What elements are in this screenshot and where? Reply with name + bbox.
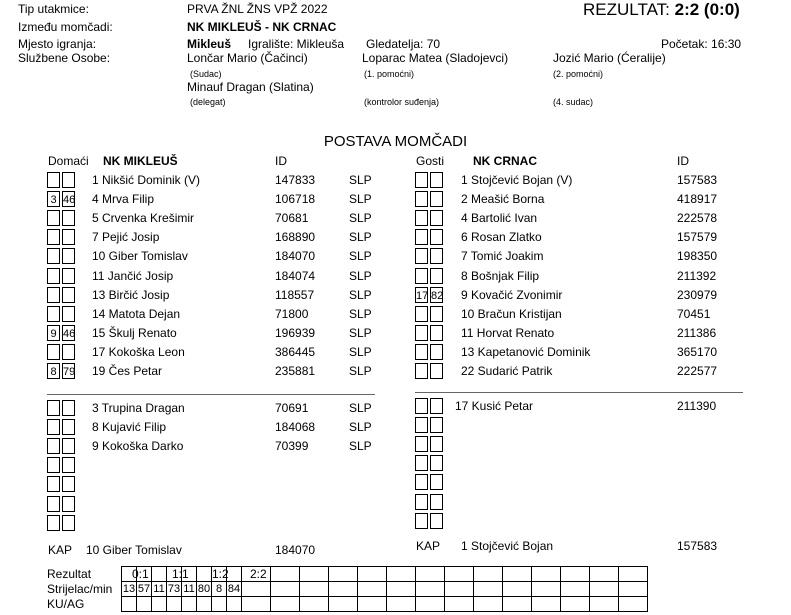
sub-number-box <box>415 436 428 452</box>
sub-minute-box <box>62 306 75 322</box>
official-role: (Sudac) <box>190 69 222 79</box>
sub-minute-box <box>430 436 443 452</box>
footer-grid-cell <box>182 597 197 612</box>
sub-minute-box <box>430 172 443 188</box>
igraliste: Igralište: Mikleuša <box>248 37 345 51</box>
player-id: 211392 <box>677 268 717 283</box>
sub-number-box <box>47 344 60 360</box>
footer-grid-cell: 8 <box>212 582 227 597</box>
sub-minute-box <box>62 344 75 360</box>
player-id: 106718 <box>275 192 316 207</box>
sub-minute-box <box>430 268 443 284</box>
sub-minute-box <box>430 191 443 207</box>
player-id: 235881 <box>275 364 316 378</box>
player-position: SLP <box>349 211 372 226</box>
rezultat-value: 2:2 (0:0) <box>674 0 740 19</box>
tip-label: Tip utakmice: <box>18 2 89 16</box>
player-id: 386445 <box>275 344 316 359</box>
sub-number-box <box>415 210 428 226</box>
official-role: (1. pomoćni) <box>364 69 415 79</box>
sub-number-box <box>415 398 428 414</box>
sub-number-box <box>47 210 60 226</box>
sub-number-box <box>415 417 428 433</box>
footer-grid-cell: 11 <box>183 583 195 595</box>
footer-grid-cell <box>137 597 152 612</box>
sub-number-box: 8 <box>47 363 60 379</box>
footer-grid-cell <box>152 597 167 612</box>
izmedu-label: Između momčadi: <box>18 20 113 34</box>
sub-minute-box <box>430 363 443 379</box>
player-name: 10 Giber Tomislav <box>92 249 188 264</box>
official-role: (2. pomoćni) <box>553 69 604 79</box>
player-name: 1 Stojčević Bojan (V) <box>461 173 573 187</box>
footer-grid-cell <box>358 597 387 612</box>
player-name: 9 Kokoška Darko <box>92 439 184 454</box>
strijelac-row-label: Strijelac/min <box>47 582 113 596</box>
sub-minute-box <box>62 476 75 492</box>
pocetak: Početak: 16:30 <box>661 37 742 51</box>
player-name: 17 Kokoška Leon <box>92 344 185 359</box>
sub-number-box <box>47 438 60 454</box>
player-name: 13 Birčić Josip <box>92 287 170 302</box>
score-step: 1:1 <box>172 567 189 581</box>
footer-grid-cell <box>532 597 561 612</box>
sub-minute-box: 82 <box>430 287 443 303</box>
footer-grid-cell <box>300 597 329 612</box>
footer-grid-cell <box>387 597 416 612</box>
sub-minute-box <box>430 210 443 226</box>
official-name: Lončar Mario (Čačinci) <box>187 51 308 65</box>
sub-minute-box: 46 <box>62 191 75 207</box>
player-id: 230979 <box>677 287 718 302</box>
footer-grid-cell <box>329 597 358 612</box>
footer-grid-cell <box>271 597 300 612</box>
sub-minute-box <box>62 515 75 531</box>
player-id: 70691 <box>275 401 309 415</box>
sub-number-box <box>415 363 428 379</box>
sub-minute-box <box>430 455 443 471</box>
mjesto-label: Mjesto igranja: <box>18 37 97 51</box>
player-position: SLP <box>349 249 372 264</box>
sub-minute-box <box>62 229 75 245</box>
sub-number-box <box>47 419 60 435</box>
footer-grid-cell <box>167 597 182 612</box>
home-id-header: ID <box>275 154 287 168</box>
player-id: 157579 <box>677 230 718 245</box>
osobe-label: Službene Osobe: <box>18 51 111 65</box>
player-id: 70451 <box>677 306 711 321</box>
official-name: Minauf Dragan (Slatina) <box>187 80 314 94</box>
player-position: SLP <box>349 325 372 340</box>
player-name: 17 Kusić Petar <box>455 399 534 413</box>
player-id: 184068 <box>275 420 316 435</box>
player-name: 4 Mrva Filip <box>92 192 155 207</box>
score-step: 2:2 <box>250 567 267 581</box>
sub-minute-box: 79 <box>62 363 75 379</box>
footer-grid-cell <box>619 597 648 612</box>
divider <box>47 394 375 395</box>
sub-number-box <box>415 513 428 529</box>
player-id: 70399 <box>275 439 309 454</box>
footer-grid-cell <box>474 597 503 612</box>
sub-minute-box <box>62 287 75 303</box>
player-id: 211386 <box>677 325 717 340</box>
player-position: SLP <box>349 287 372 302</box>
footer-grid-cell <box>561 582 590 597</box>
kuag-row-label: KU/AG <box>47 597 85 611</box>
sub-number-box <box>415 325 428 341</box>
player-name: 11 Jančić Josip <box>92 268 174 283</box>
sub-number-box <box>415 229 428 245</box>
footer-grid-cell <box>445 582 474 597</box>
sub-number-box <box>47 457 60 473</box>
sub-number-box <box>47 248 60 264</box>
home-kap-id: 184070 <box>275 543 316 557</box>
player-id: 168890 <box>275 230 316 245</box>
player-name: 14 Matota Dejan <box>92 306 181 321</box>
player-id: 184070 <box>275 249 316 264</box>
footer-grid-cell <box>619 582 648 597</box>
sub-minute-box <box>430 513 443 529</box>
sub-number-box <box>47 476 60 492</box>
home-team-name: NK MIKLEUŠ <box>103 154 178 168</box>
footer-grid-cell <box>503 582 532 597</box>
sub-minute-box <box>430 398 443 414</box>
sub-number-box <box>47 229 60 245</box>
footer-grid-cell <box>503 597 532 612</box>
player-id: 222578 <box>677 211 718 226</box>
official-name: Loparac Matea (Sladojevci) <box>362 51 509 65</box>
footer-grid-cell <box>387 582 416 597</box>
sub-minute-box <box>430 306 443 322</box>
sub-minute-box <box>430 229 443 245</box>
sub-minute-box <box>62 457 75 473</box>
footer-grid-cell <box>329 582 358 597</box>
player-name: 1 Nikšić Dominik (V) <box>92 173 201 187</box>
footer-grid-cell <box>242 582 271 597</box>
away-id-header: ID <box>677 154 689 168</box>
away-kap-label: KAP <box>416 539 441 553</box>
player-name: 15 Škulj Renato <box>92 325 177 340</box>
player-name: 2 Meašić Borna <box>461 192 545 207</box>
player-id: 222577 <box>677 364 718 378</box>
footer-grid-cell <box>532 582 561 597</box>
player-name: 4 Bartolić Ivan <box>461 211 538 226</box>
player-id: 147833 <box>275 173 316 187</box>
sub-minute-box <box>430 417 443 433</box>
player-id: 71800 <box>275 306 309 321</box>
player-position: SLP <box>349 230 372 245</box>
sub-number-box <box>47 496 60 512</box>
sub-minute-box <box>430 344 443 360</box>
section-title: POSTAVA MOMČADI <box>323 133 468 150</box>
footer-grid-cell <box>561 597 590 612</box>
sub-minute-box <box>430 325 443 341</box>
sub-minute-box <box>430 474 443 490</box>
player-name: 5 Crvenka Krešimir <box>92 211 195 226</box>
gledatelja: Gledatelja: 70 <box>366 37 441 51</box>
player-name: 7 Pejić Josip <box>92 230 160 245</box>
footer-grid-cell: 84 <box>227 583 241 595</box>
tip-value: PRVA ŽNL ŽNS VPŽ 2022 <box>187 2 328 16</box>
footer-grid-cell <box>358 582 387 597</box>
player-id: 198350 <box>677 249 718 264</box>
sub-number-box <box>415 172 428 188</box>
home-kap-label: KAP <box>48 543 73 557</box>
sub-number-box <box>415 344 428 360</box>
player-position: SLP <box>349 192 372 207</box>
footer-grid-cell <box>590 597 619 612</box>
sub-number-box <box>47 515 60 531</box>
player-id: 418917 <box>677 192 718 207</box>
player-position: SLP <box>349 439 372 454</box>
sub-number-box <box>47 172 60 188</box>
away-side-label: Gosti <box>416 154 445 168</box>
izmedu-value: NK MIKLEUŠ - NK CRNAC <box>187 20 337 34</box>
sub-number-box <box>415 268 428 284</box>
player-id: 118557 <box>275 287 315 302</box>
divider <box>415 392 743 393</box>
player-name: 6 Rosan Zlatko <box>461 230 542 245</box>
away-kap-player: 1 Stojčević Bojan <box>461 539 554 553</box>
player-name: 9 Kovačić Zvonimir <box>461 287 563 302</box>
sub-number-box: 9 <box>47 325 60 341</box>
player-position: SLP <box>349 344 372 359</box>
player-name: 13 Kapetanović Dominik <box>461 344 591 359</box>
official-role: (kontrolor suđenja) <box>364 97 440 107</box>
player-name: 22 Sudarić Patrik <box>461 364 553 378</box>
sub-number-box <box>415 248 428 264</box>
footer-grid-row <box>122 582 648 597</box>
away-kap-id: 157583 <box>677 539 718 553</box>
home-kap-player: 10 Giber Tomislav <box>86 543 182 557</box>
sub-number-box: 3 <box>47 191 60 207</box>
sub-minute-box <box>62 419 75 435</box>
rezultat-row-label: Rezultat <box>47 567 92 581</box>
rezultat-block <box>583 0 740 20</box>
player-name: 10 Bračun Kristijan <box>461 306 562 321</box>
player-position: SLP <box>349 420 372 435</box>
footer-grid-cell <box>122 597 137 612</box>
sub-number-box <box>415 474 428 490</box>
sub-number-box <box>47 306 60 322</box>
player-id: 157583 <box>677 173 718 187</box>
footer-grid-cell <box>416 582 445 597</box>
footer-grid-cell <box>300 582 329 597</box>
player-name: 3 Trupina Dragan <box>92 401 185 415</box>
sub-minute-box <box>62 248 75 264</box>
official-name: Jozić Mario (Ćeralije) <box>553 51 666 65</box>
footer-grid-cell <box>271 582 300 597</box>
footer-grid-cell: 11 <box>153 583 165 595</box>
footer-grid-cell: 73 <box>167 583 181 595</box>
player-name: 19 Čes Petar <box>92 364 163 378</box>
official-role: (4. sudac) <box>553 97 594 107</box>
footer-grid-cell: 57 <box>137 583 151 595</box>
mjesto-value: Mikleuš <box>187 37 232 51</box>
footer-grid-cell <box>474 582 503 597</box>
sub-minute-box: 46 <box>62 325 75 341</box>
score-step: 1:2 <box>212 567 229 581</box>
player-id: 211390 <box>677 399 717 413</box>
sub-minute-box <box>62 210 75 226</box>
player-id: 365170 <box>677 344 718 359</box>
sub-minute-box <box>62 268 75 284</box>
rezultat-label: REZULTAT: <box>583 0 670 19</box>
footer-grid-cell <box>445 597 474 612</box>
sub-minute-box <box>62 496 75 512</box>
player-name: 8 Kujavić Filip <box>92 420 167 435</box>
footer-grid-cell <box>416 597 445 612</box>
footer-grid-cell: 80 <box>197 583 211 595</box>
sub-minute-box <box>430 248 443 264</box>
footer-grid <box>121 566 648 612</box>
footer-grid-row <box>122 597 648 612</box>
player-name: 8 Bošnjak Filip <box>461 268 540 283</box>
player-name: 11 Horvat Renato <box>461 325 555 340</box>
footer-grid-cell <box>590 582 619 597</box>
footer-grid-cell <box>227 597 242 612</box>
player-position: SLP <box>349 401 372 415</box>
sub-number-box: 17 <box>415 287 428 303</box>
player-position: SLP <box>349 173 372 187</box>
footer-grid-cell: 13 <box>122 583 136 595</box>
sub-minute-box <box>62 438 75 454</box>
footer-grid-cell <box>197 597 212 612</box>
player-id: 196939 <box>275 325 316 340</box>
player-position: SLP <box>349 306 372 321</box>
away-team-name: NK CRNAC <box>473 154 537 168</box>
sub-minute-box <box>430 494 443 510</box>
player-id: 70681 <box>275 211 309 226</box>
sub-number-box <box>47 287 60 303</box>
player-position: SLP <box>349 268 372 283</box>
sub-minute-box <box>62 172 75 188</box>
sub-number-box <box>415 494 428 510</box>
home-side-label: Domaći <box>48 154 89 168</box>
score-step: 0:1 <box>132 567 149 581</box>
footer-grid-cell <box>242 597 271 612</box>
sub-minute-box <box>62 400 75 416</box>
sub-number-box <box>415 455 428 471</box>
player-id: 184074 <box>275 268 316 283</box>
official-role: (delegat) <box>190 97 226 107</box>
player-name: 7 Tomić Joakim <box>461 249 544 264</box>
sub-number-box <box>47 268 60 284</box>
sub-number-box <box>47 400 60 416</box>
sub-number-box <box>415 306 428 322</box>
footer-grid-cell <box>212 597 227 612</box>
player-position: SLP <box>349 364 372 378</box>
sub-number-box <box>415 191 428 207</box>
